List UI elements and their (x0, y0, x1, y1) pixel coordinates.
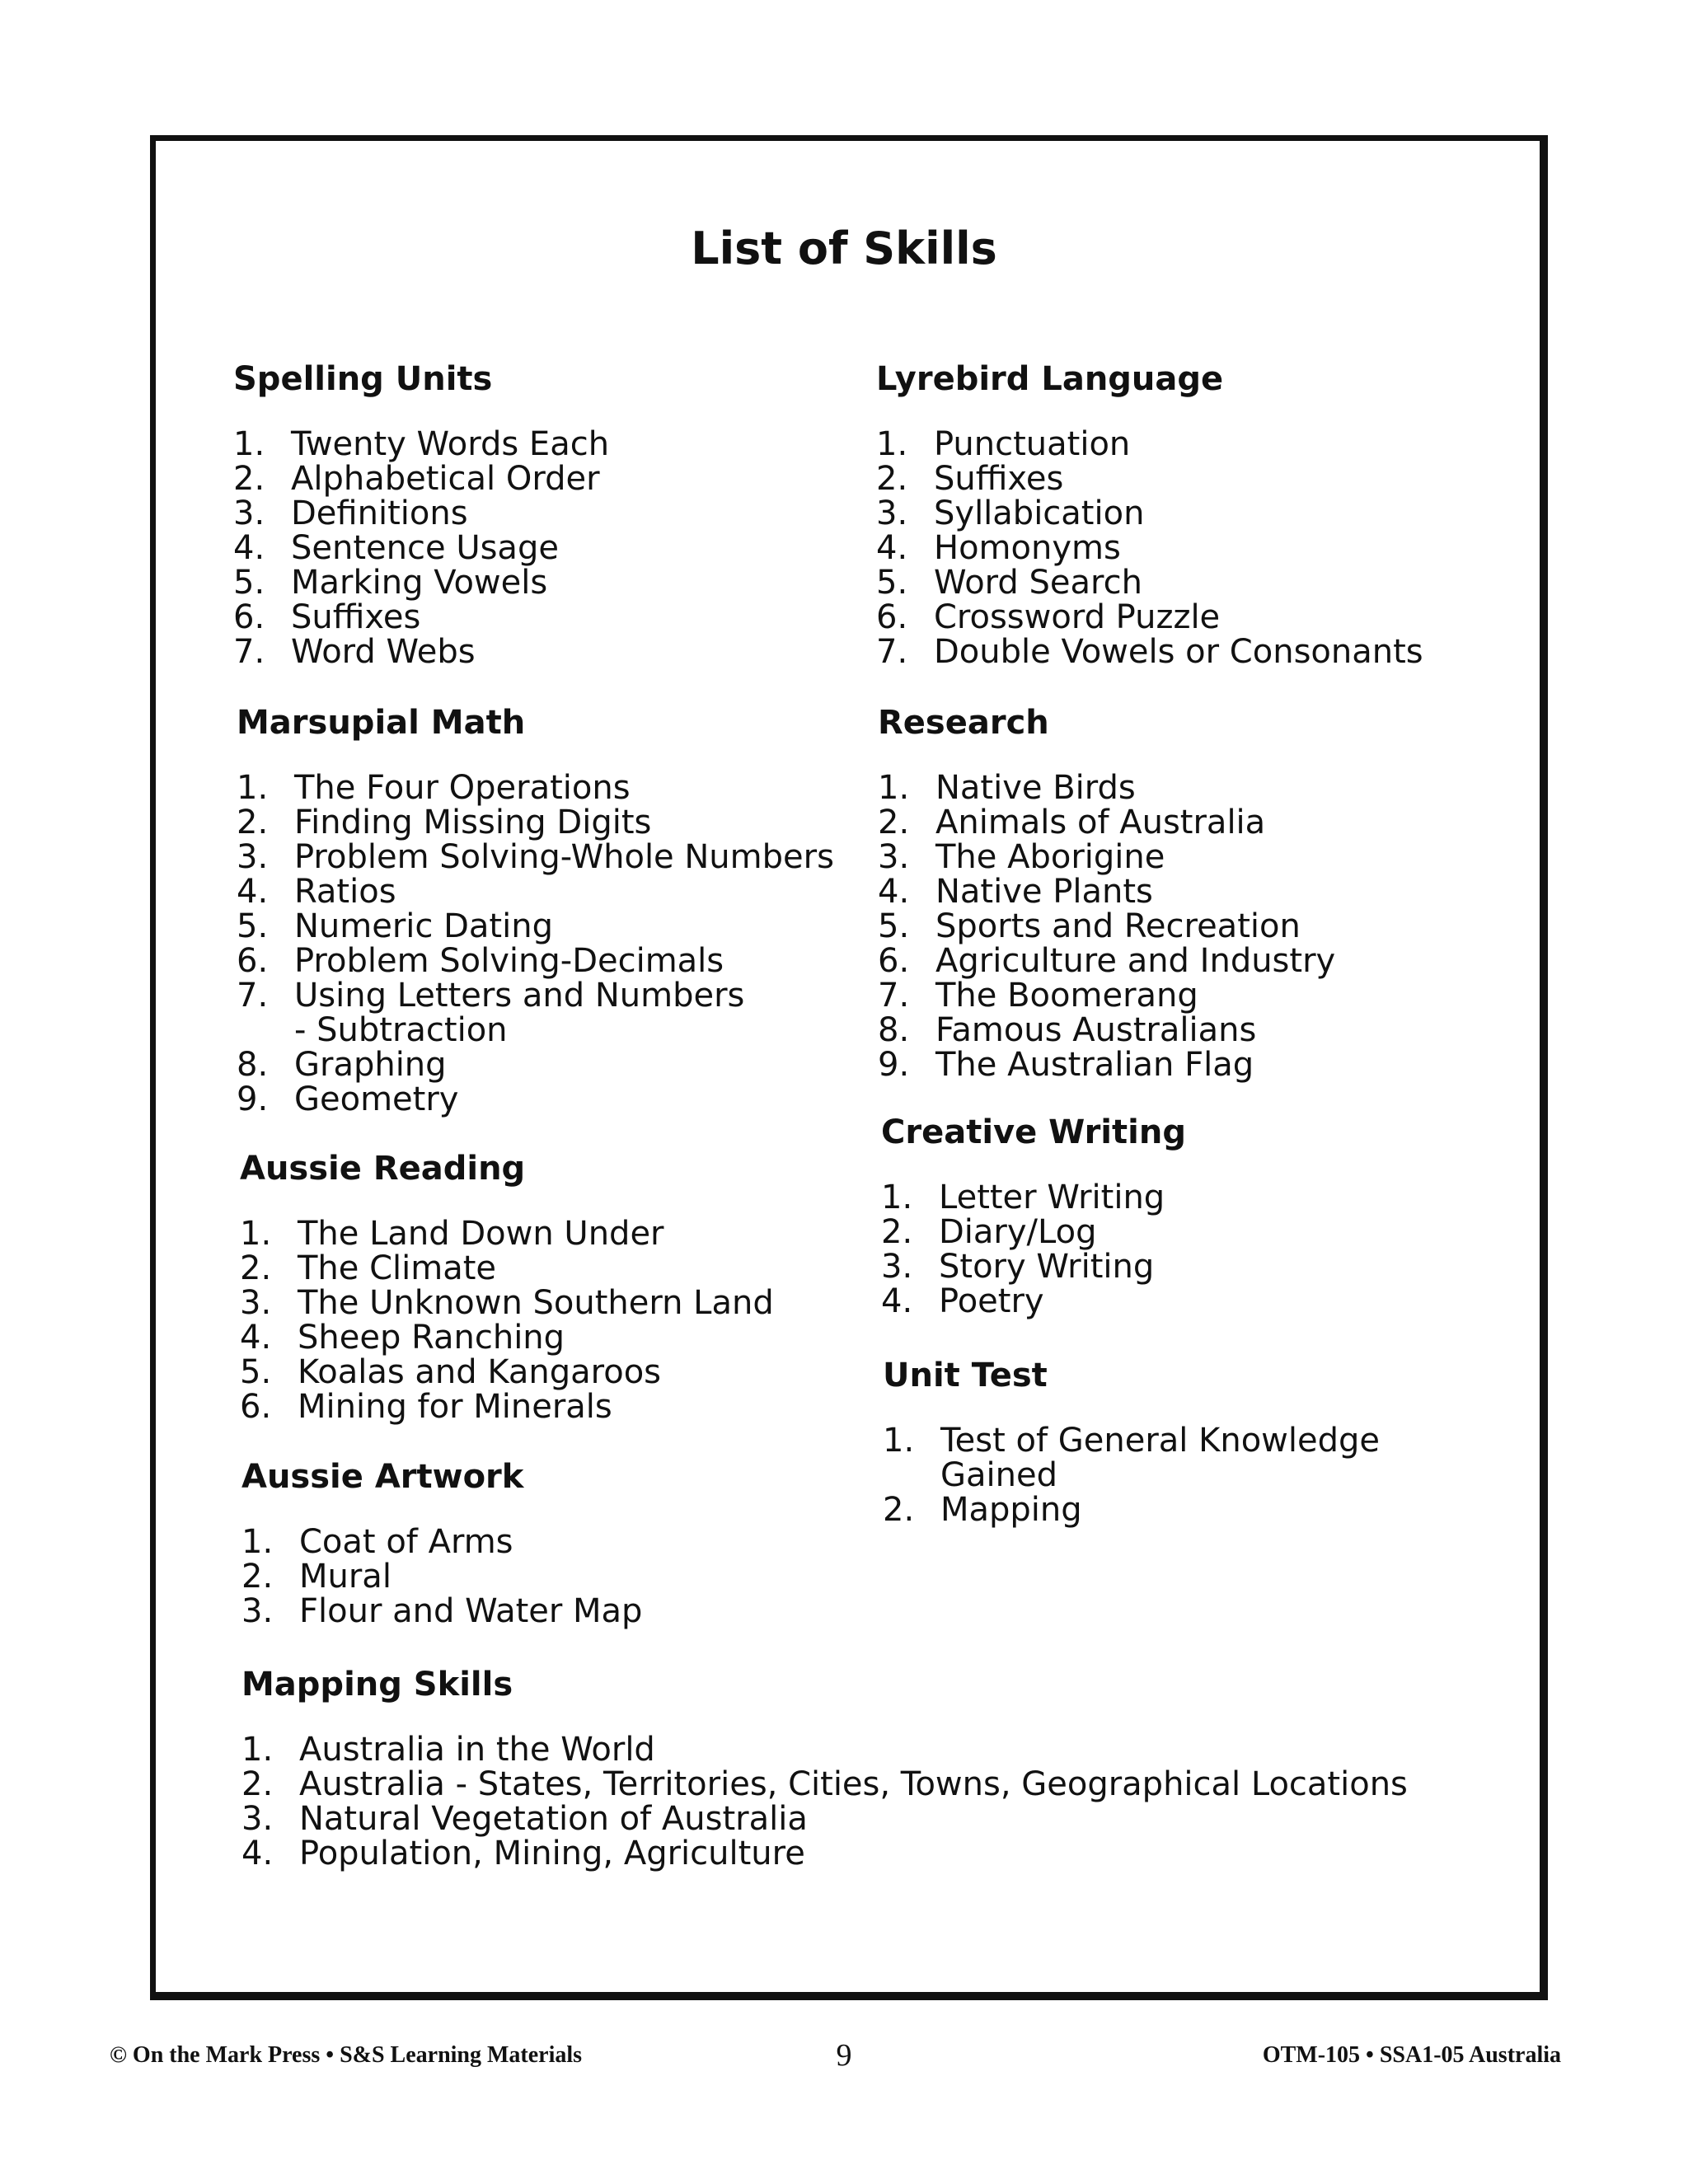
item-number: 6. (876, 598, 908, 636)
item-number: 7. (237, 977, 269, 1015)
list-item (241, 1525, 642, 1559)
list-item (237, 944, 834, 978)
section-lyrebird-language (876, 359, 1423, 669)
item-text: Crossword Puzzle (934, 598, 1221, 636)
item-number: 6. (240, 1388, 272, 1426)
item-number: 7. (233, 633, 265, 671)
list-item (233, 496, 609, 531)
item-number: 3. (241, 1592, 274, 1630)
item-text: Natural Vegetation of Australia (299, 1800, 808, 1838)
item-text: Test of General Knowledge Gained (940, 1422, 1380, 1494)
item-number: 4. (878, 873, 910, 911)
list-item (241, 1732, 1408, 1767)
item-text: Population, Mining, Agriculture (299, 1835, 805, 1872)
item-text: Mapping (940, 1491, 1082, 1529)
item-number: 3. (878, 838, 910, 876)
item-text: Graphing (294, 1046, 447, 1084)
item-number: 2. (233, 460, 265, 498)
item-number: 9. (237, 1080, 269, 1118)
list-item (881, 1249, 1186, 1284)
section-research (878, 703, 1335, 1082)
list-item (240, 1251, 774, 1286)
item-text: Letter Writing (939, 1179, 1165, 1216)
item-number: 1. (883, 1422, 915, 1460)
list-item (233, 462, 609, 496)
list-item (241, 1802, 1408, 1836)
footer-copyright: © On the Mark Press • S&S Learning Materials (110, 2042, 583, 2068)
list-item (878, 909, 1335, 944)
list-item (240, 1320, 774, 1355)
item-number: 1. (878, 769, 910, 807)
item-number: 2. (878, 804, 910, 841)
item-text: Alphabetical Order (291, 460, 600, 498)
section-aussie-reading (240, 1149, 774, 1424)
list-item (876, 427, 1423, 462)
item-text: Problem Solving-Decimals (294, 942, 724, 980)
item-text: Agriculture and Industry (935, 942, 1336, 980)
skill-list (876, 427, 1423, 669)
list-item (881, 1180, 1186, 1215)
item-text: Koalas and Kangaroos (298, 1353, 662, 1391)
section-heading: Aussie Reading (240, 1150, 526, 1188)
list-item (876, 635, 1423, 669)
item-text: Finding Missing Digits (294, 804, 652, 841)
item-number: 7. (878, 977, 910, 1015)
item-number: 2. (881, 1213, 913, 1251)
item-number: 5. (876, 564, 908, 602)
item-number: 2. (237, 804, 269, 841)
item-number: 3. (881, 1248, 913, 1286)
list-item (883, 1493, 1435, 1527)
item-text: The Climate (298, 1249, 497, 1287)
item-number: 9. (878, 1046, 910, 1084)
skill-list (241, 1525, 642, 1629)
page-number: 9 (836, 2038, 852, 2073)
item-number: 4. (876, 529, 908, 567)
item-text: Australia - States, Territories, Cities, Towns, Geographical Locations (299, 1765, 1408, 1803)
skill-list (241, 1732, 1408, 1871)
list-item (241, 1836, 1408, 1871)
item-number: 1. (240, 1215, 272, 1253)
item-text: Native Birds (935, 769, 1136, 807)
item-text: Homonyms (934, 529, 1121, 567)
item-number: 2. (876, 460, 908, 498)
item-text: Animals of Australia (935, 804, 1266, 841)
list-item (878, 978, 1335, 1013)
item-number: 3. (876, 494, 908, 532)
section-aussie-artwork (241, 1457, 642, 1629)
item-text: Suffixes (291, 598, 421, 636)
list-item (876, 565, 1423, 600)
item-number: 6. (237, 942, 269, 980)
item-text: The Aborigine (935, 838, 1165, 876)
item-number: 1. (241, 1523, 274, 1561)
item-text: The Boomerang (935, 977, 1198, 1015)
section-heading: Research (878, 704, 1049, 742)
list-item (240, 1355, 774, 1390)
section-heading: Lyrebird Language (876, 360, 1224, 398)
item-text: Word Search (934, 564, 1142, 602)
list-item (237, 771, 834, 805)
list-item (237, 840, 834, 874)
item-number: 8. (878, 1011, 910, 1049)
item-number: 2. (883, 1491, 915, 1529)
list-item (233, 635, 609, 669)
item-text: Australia in the World (299, 1731, 655, 1769)
footer-product-code: OTM-105 • SSA1-05 Australia (1262, 2042, 1561, 2068)
item-text: Ratios (294, 873, 396, 911)
item-text: The Land Down Under (298, 1215, 664, 1253)
item-number: 4. (241, 1835, 274, 1872)
item-text: Sheep Ranching (298, 1319, 565, 1357)
list-item (241, 1767, 1408, 1802)
skill-list (883, 1423, 1435, 1527)
item-number: 3. (233, 494, 265, 532)
item-text: Story Writing (939, 1248, 1155, 1286)
list-item (876, 531, 1423, 565)
item-number: 1. (241, 1731, 274, 1769)
item-text: Double Vowels or Consonants (934, 633, 1423, 671)
list-item (878, 840, 1335, 874)
list-item (237, 1082, 834, 1117)
item-text: Sentence Usage (291, 529, 559, 567)
skill-list (878, 771, 1335, 1082)
item-number: 8. (237, 1046, 269, 1084)
list-item (237, 874, 834, 909)
section-heading: Mapping Skills (241, 1666, 513, 1704)
item-number: 2. (241, 1765, 274, 1803)
item-number: 3. (237, 838, 269, 876)
list-item (878, 1013, 1335, 1047)
section-heading: Marsupial Math (237, 704, 526, 742)
item-number: 3. (241, 1800, 274, 1838)
list-item (876, 496, 1423, 531)
item-text: The Australian Flag (935, 1046, 1254, 1084)
item-number: 2. (240, 1249, 272, 1287)
item-number: 2. (241, 1558, 274, 1596)
item-text: The Four Operations (294, 769, 631, 807)
item-number: 1. (881, 1179, 913, 1216)
item-text: Coat of Arms (299, 1523, 513, 1561)
item-number: 5. (237, 907, 269, 945)
item-text: Marking Vowels (291, 564, 548, 602)
list-item (878, 805, 1335, 840)
section-creative-writing (881, 1113, 1186, 1319)
item-text: Syllabication (934, 494, 1145, 532)
item-text: Definitions (291, 494, 468, 532)
item-text: Using Letters and Numbers - Subtraction (294, 977, 745, 1049)
item-text: Geometry (294, 1080, 459, 1118)
item-number: 1. (237, 769, 269, 807)
page-title: List of Skills (691, 223, 997, 274)
item-text: Famous Australians (935, 1011, 1257, 1049)
item-number: 4. (233, 529, 265, 567)
list-item (233, 531, 609, 565)
skill-list (233, 427, 609, 669)
item-number: 3. (240, 1284, 272, 1322)
list-item (233, 427, 609, 462)
list-item (878, 874, 1335, 909)
item-text: Twenty Words Each (291, 425, 610, 463)
list-item (237, 805, 834, 840)
item-text: Punctuation (934, 425, 1131, 463)
section-unit-test (883, 1356, 1435, 1527)
section-marsupial-math (237, 703, 834, 1117)
item-text: Word Webs (291, 633, 476, 671)
list-item (240, 1286, 774, 1320)
list-item (237, 909, 834, 944)
list-item (240, 1390, 774, 1424)
section-heading: Creative Writing (881, 1113, 1186, 1151)
item-text: Poetry (939, 1282, 1044, 1320)
item-text: Mining for Minerals (298, 1388, 612, 1426)
item-text: Flour and Water Map (299, 1592, 643, 1630)
list-item (878, 1047, 1335, 1082)
list-item (237, 1047, 834, 1082)
list-item (881, 1215, 1186, 1249)
section-heading: Unit Test (883, 1357, 1048, 1394)
item-text: Native Plants (935, 873, 1153, 911)
item-text: Mural (299, 1558, 392, 1596)
list-item (881, 1284, 1186, 1319)
section-heading: Aussie Artwork (241, 1458, 524, 1496)
list-item (240, 1216, 774, 1251)
list-item (878, 944, 1335, 978)
section-spelling-units (233, 359, 609, 669)
item-number: 5. (878, 907, 910, 945)
list-item (876, 462, 1423, 496)
item-number: 5. (240, 1353, 272, 1391)
item-number: 4. (881, 1282, 913, 1320)
item-text: The Unknown Southern Land (298, 1284, 774, 1322)
item-number: 6. (878, 942, 910, 980)
item-text: Problem Solving-Whole Numbers (294, 838, 834, 876)
section-mapping-skills (241, 1665, 1408, 1871)
list-item (241, 1559, 642, 1594)
item-number: 1. (233, 425, 265, 463)
item-text: Suffixes (934, 460, 1064, 498)
item-number: 4. (240, 1319, 272, 1357)
list-item (876, 600, 1423, 635)
item-number: 5. (233, 564, 265, 602)
list-item (233, 565, 609, 600)
item-text: Numeric Dating (294, 907, 553, 945)
item-text: Sports and Recreation (935, 907, 1301, 945)
section-heading: Spelling Units (233, 360, 493, 398)
item-number: 6. (233, 598, 265, 636)
item-number: 1. (876, 425, 908, 463)
list-item (883, 1423, 1435, 1493)
skill-list (881, 1180, 1186, 1319)
list-item (241, 1594, 642, 1629)
skill-list (237, 771, 834, 1117)
item-text: Diary/Log (939, 1213, 1097, 1251)
list-item (878, 771, 1335, 805)
skill-list (240, 1216, 774, 1424)
list-item (233, 600, 609, 635)
item-number: 7. (876, 633, 908, 671)
item-number: 4. (237, 873, 269, 911)
list-item (237, 978, 834, 1047)
